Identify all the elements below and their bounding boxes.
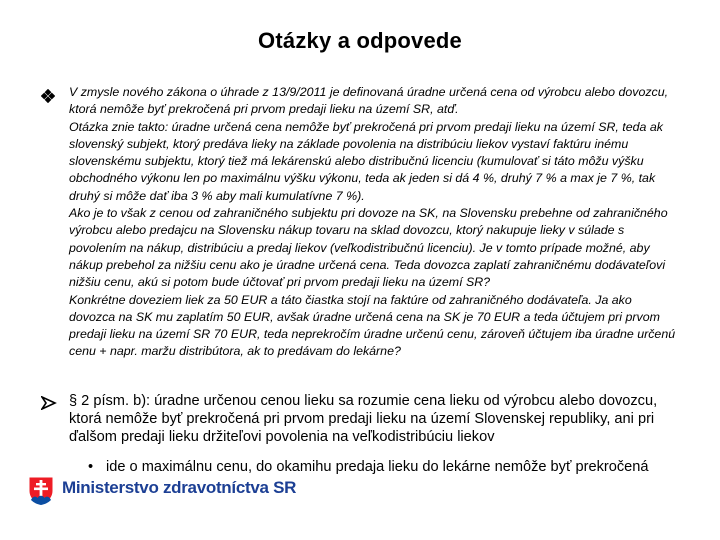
question-block (69, 84, 679, 361)
page-title: Otázky a odpovede (258, 28, 462, 53)
question-paragraph: Konkrétne doveziem liek za 50 EUR a táto čiastka stojí na faktúre od zahraničného dodávateľa. Ja ako dovozca na SK mu zaplatím 50 EUR, avšak úradne určená cena na SK je 70 EUR a teda účtujem pri prvom predaji lieku na území SR 70 EUR, teda neprekročím úradne určenú cenu, zároveň účtujem iba úradne určenú cenu + napr. maržu distribútora, ak to predávam do lekárne? (69, 292, 676, 359)
ministry-name: Ministerstvo zdravotníctva SR (62, 478, 297, 497)
sub-bullet: • (88, 459, 94, 475)
question-paragraph: Otázka znie takto: úradne určená cena nemôže byť prekročená pri prvom predaji lieku na území SR, teda ak slovenský subjekt, ktorý predáva lieky na základe povolenia na distribúciu liekov vystaví faktúru inému slovenskému subjektu, ktorý tiež má lekárenskú alebo distribučnú licenciu (kumulovať si táto môžu výšku obchodného výkonu len po maximálnu výšku výkonu, teda ak jeden si dá 4 %, druhý 7 % a max je 7 %, tak druhý si môže dať iba 3 % aby mali kumulatívne 7 %). (69, 119, 663, 203)
sub-item-text: ide o maximálnu cenu, do okamihu predaja lieku do lekárne nemôže byť prekročená (106, 459, 649, 475)
question-paragraph: Ako je to však z cenou od zahraničného subjektu pri dovoze na SK, na Slovensku prebehne od zahraničného výrobcu alebo predajcu na Slovensku nákup tovaru na sklad dovozcu, ktorý nakupuje lieky v súlade s povolením na nákup, distribúciu a predaj liekov (veľkodistribučnú licenciu). Je v tomto prípade možné, aby nákup prebehol za nižšiu cenu ako je úradne určená cena. Teda dovozca zaplatí zahraničnému dodávateľovi nižšiu cenu, akú si potom bude účtovať pri prvom predaji lieku na území SR? (69, 206, 668, 290)
question-paragraph: V zmysle nového zákona o úhrade z 13/9/2011 je definovaná úradne určená cena od výrobcu alebo dovozcu, ktorá nemôže byť prekročená pri prvom predaji lieku na území SR, atď. (69, 85, 669, 117)
answer-block: § 2 písm. b): úradne určenou cenou lieku sa rozumie cena lieku od výrobcu alebo dovozcu, ktorá nemôže byť prekročená pri prvom predaji lieku na území Slovenskej republiky, ani pri ďalšom predaji lieku držiteľovi povolenia na veľkodistribúciu liekov (69, 393, 658, 445)
diamond-bullet-icon (41, 89, 55, 103)
arrow-bullet-icon (41, 396, 57, 410)
slovak-coat-of-arms-icon (28, 476, 54, 506)
